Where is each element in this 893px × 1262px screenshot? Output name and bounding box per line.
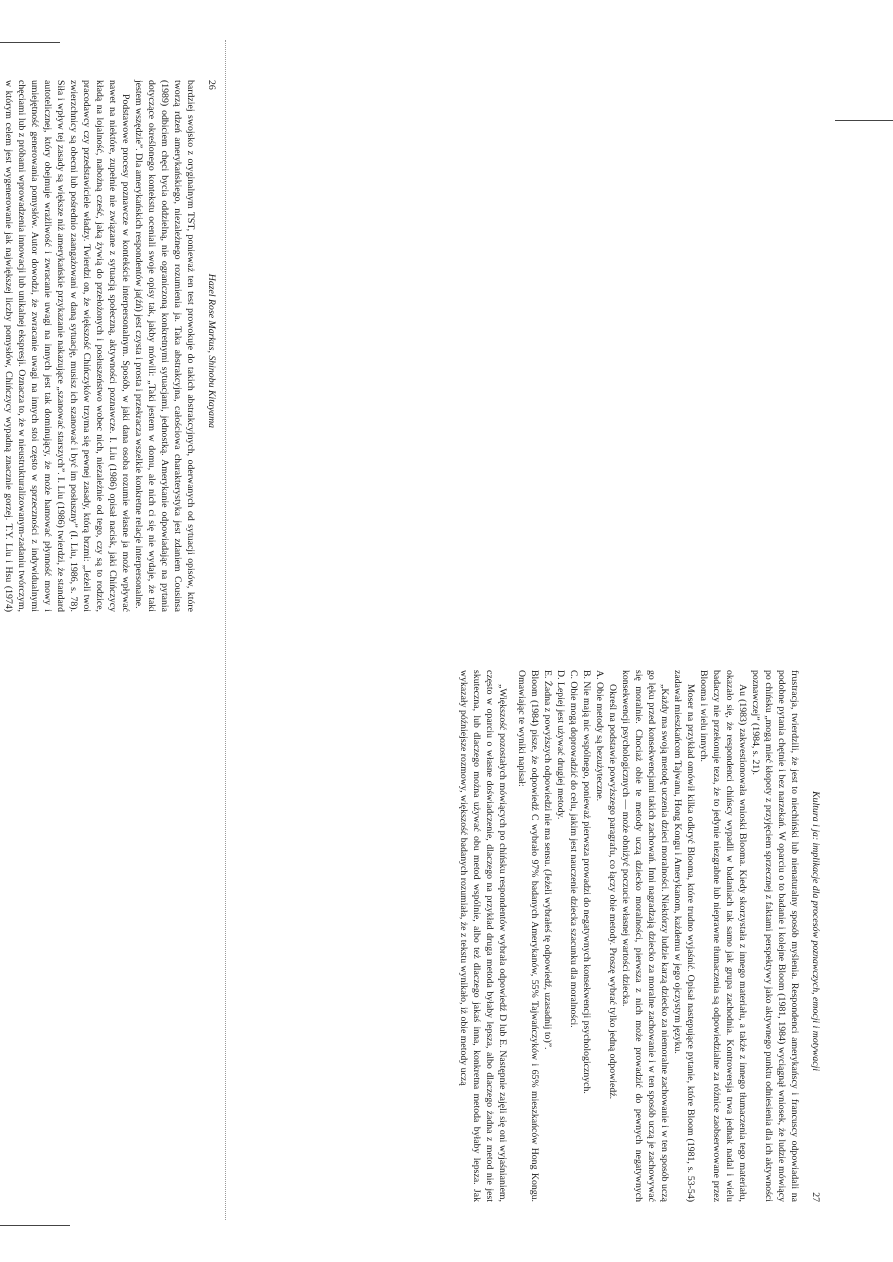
scan-edge-line-bottom bbox=[0, 1225, 70, 1226]
right-page-number: 27 bbox=[810, 1192, 821, 1202]
gutter-shadow bbox=[225, 40, 226, 1220]
answer-options bbox=[541, 670, 606, 1202]
right-paragraph-1: frustracja, twierdzili, że jest to niechiński lub nienaturalny sposób myślenia. Respondenci amerykańscy i francuscy odpowiadali na podobne pytania chętnie i bez narzekań. W oparciu o to badanie i kolejne Bloom (1981, 1984) wyciągnął wniosek, że ludzie mówiący po chińsku „mogą mieć kłopoty z przyjęciem sprzecznej z faktami perspektywy jako aktywnego punktu odniesienia dla ich aktywności poznawczej” (1984, s. 21). bbox=[750, 670, 800, 1202]
right-page bbox=[457, 670, 822, 1202]
left-page-number: 26 bbox=[206, 80, 217, 90]
left-running-head: Hazel Rose Markus, Shinobu Kitayama bbox=[206, 273, 217, 429]
option-c: C. Obie mogą doprowadzić do celu, jakim jest nauczenie dziecka szacunku dla moralności. bbox=[568, 670, 579, 1028]
left-page bbox=[0, 80, 218, 612]
scan-edge-line-top bbox=[0, 42, 60, 43]
option-e: E. Żadna z powyższych odpowiedzi nie ma sensu. (Jeżeli wybrałeś tę odpowiedź, uzasadnij to)”. bbox=[542, 670, 553, 1050]
right-paragraph-5: Określ na podstawie powyższego paragrafu, co łączy obie metody. Proszę wybrać tylko jedną odpowiedź. bbox=[607, 684, 618, 1100]
right-paragraph-2: Au (1983) zakwestionowała wnioski Blooma. Kiedy skorzystała z innego materiału, a także z innego tłumaczenia tego materiału, okazało się, że respondenci chińscy wypadli w badaniach tak samo jak grupa zachodnia. Kontrowersja trwa jednak nadal i wielu badaczy nie przekonuje teza, że to jedynie niezgrabne lub nieprawne tłumaczenia są odpowiedzialne za różnice zaobserwowane przez Blooma i wielu innych. bbox=[698, 670, 748, 1202]
option-b: B. Nie mają nic wspólnego, ponieważ pierwsza prowadzi do negatywnych konsekwencji psychologicznych. bbox=[581, 670, 592, 1094]
right-quote-paragraph: „Każdy ma swoją metodę uczenia dzieci moralności. Niektórzy ludzie karzą dziecko za niemoralne zachowanie i w ten sposób uczą go lęku przed konsekwencjami takich zachowań. Inni nagradzają dziecko za moralne zachowanie i w ten sposób uczą je zachowywać się moralnie. Chociaż obie te metody uczą dziecko moralności, pierwsza z nich może prowadzić do pewnych negatywnych konsekwencji psychologicznych — może obniżyć poczucie własnej wartości dziecka. bbox=[620, 670, 670, 1202]
right-running-head: Kultura i ja: implikacje dla procesów poznawczych, emocji i motywacji bbox=[810, 791, 821, 1072]
right-paragraph-after-2: „Większość pozostałych mówiących po chińsku respondentów wybrała odpowiedź D lub E. Następnie zajęli się oni wyjaśnianiem, często w oparciu o własne doświadczenie, dlaczego na przykład druga metoda byłaby lepsza, albo dlaczego żadna z metod nie jest skuteczna, lub dlaczego można używać obu metod wspólnie, albo też dlaczego jakaś inna, konkretna metoda byłaby lepsza. Jak wykazały późniejsze rozmowy, większość badanych rozumiała, że z tekstu wynikało, iż obie metody uczą bbox=[458, 670, 508, 1202]
scan-edge-line-right bbox=[835, 120, 893, 121]
right-paragraph-after-1: Bloom (1984) pisze, że odpowiedź C wybrało 97% badanych Amerykanów, 55% Tajwańczyków i 65% mieszkańców Hong Kongu. Omawiając te wyniki napisał: bbox=[516, 670, 540, 1202]
right-paragraph-3: Moser na przykład omówił kilka odkryć Blooma, które trudno wyjaśnić. Opisał następujące pytanie, które Bloom (1981, s. 53-54) zadawał mieszkańcom Tajwanu, Hong Kongu i Amerykanom, każdemu w jego ojczystym języku. bbox=[672, 670, 696, 1202]
option-a: A. Obie metody są bezużyteczne. bbox=[594, 670, 605, 802]
left-page-header bbox=[205, 80, 218, 612]
right-page-header bbox=[809, 670, 822, 1202]
option-d: D. Lepiej jest używać drugiej metody. bbox=[555, 670, 566, 820]
left-paragraph-2: Podstawowe procesy poznawcze w kontekście interpersonalnym. Sposób, w jaki dana osoba rozumie własne ja może wpływać nawet na niektóre, zupełnie nie związane z sytuacją społeczną, aktywności poznawcze. I. Liu (1986) opisał nacisk, jaki Chińczycy kładą na lojalność, nabożną cześć, jaką żywią do przełożonych i posłuszeństwo wobec nich, niezależnie od tego, czy są to rodzice, pracodawcy czy przedstawiciele władzy. Twierdzi on, że większość Chińczyków trzyma się pewnej zasady, którą brzmi: „Jeżeli twoi zwierzchnicy są obecni lub pośrednio zaangażowani w daną sytuację, musisz ich szanować i być im posłuszny” (I. Liu, 1986, s. 78). Siła i wpływ tej zasady są większe niż amerykańskie przykazanie nakazujące „szanować starszych”. I. Liu (1986) twierdzi, że standard autotelicznej, który obejmuje wrażliwość i zwracanie uwagi na innych jest tak dominujący, że może hamować płynność mowy i umiejętność generowania pomysłów. Autor dowodzi, że zwracanie uwagi na innych stoi często w sprzeczności z indywidualnymi chęciami lub z próbami wprowadzenia innowacji lub unikalnej ekspresji. Oznacza to, że w nieustrukturalizowanym-zadaniu twórczym, w którym celem jest wygenerowanie jak największej liczby pomysłów, Chińczycy wypadną znacznie gorzej. T.Y. Liu i Hsu (1974) bbox=[3, 80, 131, 612]
left-paragraph-1: bardziej swojsko z oryginalnym TST, ponieważ ten test prowokuje do takich abstrakcyjnych, oderwanych od sytuacji opisów, które tworzą rdzeń amerykańskiego, niezależnego rozumienia ja. Taka abstrakcyjna, całościowa charakterystyka jest zdaniem Cousinsa (1989) odbiciem chęci bycia oddzielną, nie ograniczoną konkretnymi sytuacjami, jednostką. Amerykanie odpowiadając na pytania dotyczące określonego kontekstu oceniali swoje opisy tak, jakby mówili: „Taki jestem w domu, ale nich ci się nie wydaje, że taki jestem wszędzie”. Dla amerykańskich respondentów ja(źń) jest czysta i prosta i przekracza wszelkie konkretne relacje interpersonalne. bbox=[133, 80, 196, 612]
